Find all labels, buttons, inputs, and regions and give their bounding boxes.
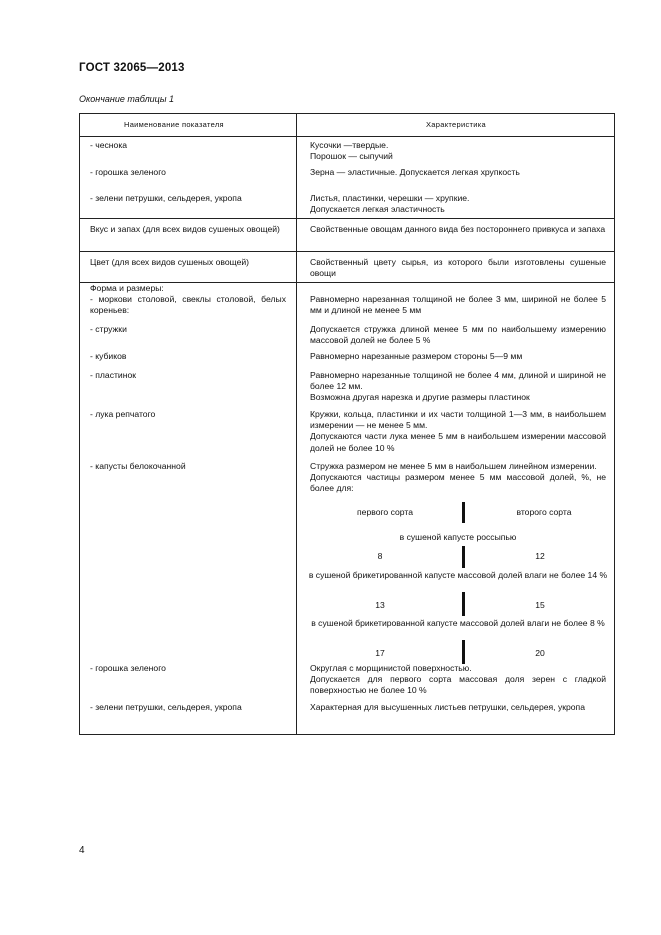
grade-divider <box>462 640 465 664</box>
cabbage-loose-grade1: 8 <box>377 551 383 561</box>
row-shavings-name: - стружки <box>90 324 127 334</box>
row-divider <box>80 218 614 219</box>
column-separator <box>296 114 297 734</box>
row-taste-name: Вкус и запах (для всех видов сушеных овощей) <box>90 224 280 234</box>
row-cabbage-value: Стружка размером не менее 5 мм в наибольшем линейном измерении. Допускаются частицы размером менее 5 мм массовой долей, %, не более для: <box>310 461 606 494</box>
row-plates-name: - пластинок <box>90 370 137 380</box>
grade-divider <box>462 502 465 523</box>
cabbage-grade2-header: второго сорта <box>516 507 572 517</box>
grade-divider <box>462 546 465 568</box>
row-peas-shape-name: - горошка зеленого <box>90 663 166 673</box>
cabbage-briq14-grade1: 13 <box>375 600 385 610</box>
row-garlic-name: - чеснока <box>90 140 128 150</box>
table-caption: Окончание таблицы 1 <box>79 94 174 104</box>
row-cubes-value: Равномерно нарезанные размером стороны 5—9 мм <box>310 351 523 361</box>
row-peas-shape-value: Округлая с морщинистой поверхностью. Допускается для первого сорта массовая доля зерен с гладкой поверхностью не более 10 % <box>310 663 606 696</box>
cabbage-briq14-label: в сушеной брикетированной капусте массовой долей влаги не более 14 % <box>308 570 608 580</box>
header-indicator-name: Наименование показателя <box>124 120 224 129</box>
row-garlic-value: Кусочки —твердые. Порошок — сыпучий <box>310 140 393 162</box>
row-cubes-name: - кубиков <box>90 351 127 361</box>
row-divider <box>80 251 614 252</box>
row-taste-value: Свойственные овощам данного вида без постороннего привкуса и запаха <box>310 224 606 234</box>
row-peas-texture-value: Зерна — эластичные. Допускается легкая хрупкость <box>310 167 520 177</box>
cabbage-briq14-grade2: 15 <box>535 600 545 610</box>
cabbage-grade1-header: первого сорта <box>357 507 413 517</box>
table-header <box>80 114 614 137</box>
cabbage-loose-grade2: 12 <box>535 551 545 561</box>
row-color-name: Цвет (для всех видов сушеных овощей) <box>90 257 250 267</box>
cabbage-briq8-grade2: 20 <box>535 648 545 658</box>
row-cabbage-name: - капусты белокочанной <box>90 461 186 471</box>
header-characteristic: Характеристика <box>426 120 486 129</box>
row-color-value: Свойственный цвету сырья, из которого были изготовлены сушеные овощи <box>310 257 606 279</box>
document-title: ГОСТ 32065—2013 <box>79 62 185 74</box>
row-onion-name: - лука репчатого <box>90 409 156 419</box>
cabbage-loose-label: в сушеной капусте россыпью <box>399 532 517 542</box>
page-number: 4 <box>79 845 85 856</box>
row-greens-shape-value: Характерная для высушенных листьев петрушки, сельдерея, укропа <box>310 702 585 712</box>
row-carrot-name: - моркови столовой, свеклы столовой, белых кореньев: <box>90 294 286 316</box>
row-greens-shape-name: - зелени петрушки, сельдерея, укропа <box>90 702 242 712</box>
grade-divider <box>462 592 465 616</box>
row-plates-value: Равномерно нарезанные толщиной не более 4 мм, длиной и шириной не более 12 мм. Возможна другая нарезка и другие размеры пластинок <box>310 370 606 403</box>
row-carrot-value: Равномерно нарезанная толщиной не более 3 мм, шириной не более 5 мм и длиной не менее 5 мм <box>310 294 606 316</box>
cabbage-briq8-grade1: 17 <box>375 648 385 658</box>
row-onion-value: Кружки, кольца, пластинки и их части толщиной 1—3 мм, в наибольшем измерении — не менее 5 мм. Допускаются части лука менее 5 мм в наибольшем измерении массовой долей не более 10 % <box>310 409 606 453</box>
row-greens-texture-value: Листья, пластинки, черешки — хрупкие. Допускается легкая эластичность <box>310 193 470 215</box>
row-greens-texture-name: - зелени петрушки, сельдерея, укропа <box>90 193 242 203</box>
row-shavings-value: Допускается стружка длиной менее 5 мм по наибольшему измерению массовой долей не более 5 % <box>310 324 606 346</box>
cabbage-briq8-label: в сушеной брикетированной капусте массовой долей влаги не более 8 % <box>311 618 605 628</box>
row-shape-heading: Форма и размеры: <box>90 283 164 293</box>
row-peas-texture-name: - горошка зеленого <box>90 167 166 177</box>
characteristics-table <box>79 113 615 735</box>
